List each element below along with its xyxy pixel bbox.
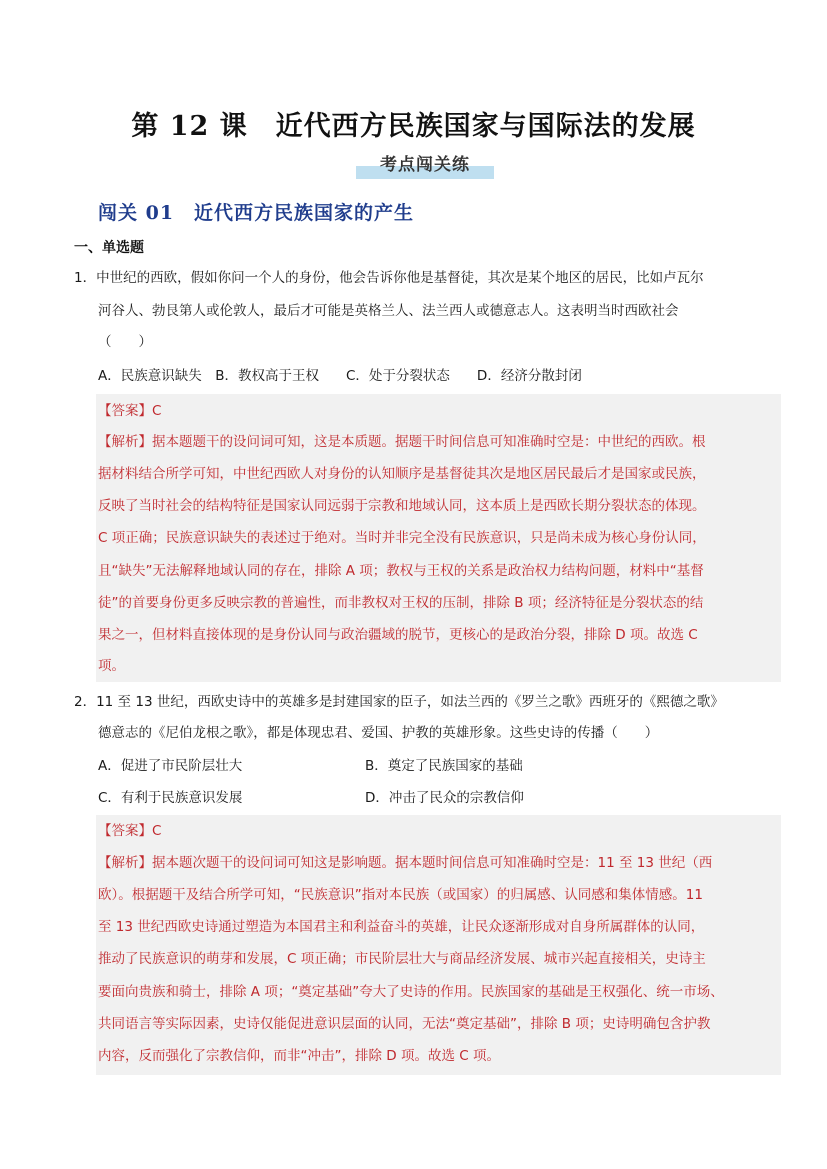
q2-analysis-line-2: 欧）。根据题干及结合所学可知，“民族意识”指对本民族（或国家）的归属感、认同感和集体情感。11	[98, 887, 703, 903]
q2-option-a: A．促进了市民阶层壮大	[98, 758, 243, 774]
part-heading: 一、单选题	[74, 240, 144, 256]
q1-analysis-line-2: 据材料结合所学可知，中世纪西欧人对身份的认知顺序是基督徒其次是地区居民最后才是国家或民族，	[98, 466, 706, 482]
lesson-title: 第 12 课 近代西方民族国家与国际法的发展	[131, 111, 696, 142]
q1-analysis-line-7: 果之一，但材料直接体现的是身份认同与政治疆域的脱节，更核心的是政治分裂，排除 D 项。故选 C	[98, 627, 698, 643]
q2-analysis-line-1: 【解析】据本题次题干的设问词可知这是影响题。据本题时间信息可知准确时空是：11 至 13 世纪（西	[98, 855, 713, 871]
q2-analysis-line-5: 要面向贵族和骑士，排除 A 项；“奠定基础”夸大了史诗的作用。民族国家的基础是王权强化、统一市场、	[98, 984, 724, 1000]
q1-stem-line-3: （ ）	[98, 334, 152, 350]
q2-option-d: D．冲击了民众的宗教信仰	[365, 790, 524, 806]
q2-analysis-line-7: 内容，反而强化了宗教信仰，而非“冲击”，排除 D 项。故选 C 项。	[98, 1048, 500, 1064]
q2-answer: 【答案】C	[98, 823, 162, 839]
q1-analysis-line-5: 且“缺失”无法解释地域认同的存在，排除 A 项；教权与王权的关系是政治权力结构问题，材料中“基督	[98, 563, 704, 579]
q2-analysis-line-3: 至 13 世纪西欧史诗通过塑造为本国君主和利益奋斗的英雄，让民众逐渐形成对自身所属群体的认同，	[98, 919, 705, 935]
q1-options: A．民族意识缺失 B．教权高于王权 C．处于分裂状态 D．经济分散封闭	[98, 368, 582, 384]
q1-analysis-line-8: 项。	[98, 658, 125, 674]
q1-stem-line-2: 河谷人、勃艮第人或伦敦人，最后才可能是英格兰人、法兰西人或德意志人。这表明当时西欧社会	[98, 303, 679, 319]
section-heading: 闯关 01 近代西方民族国家的产生	[98, 202, 415, 224]
q1-analysis-line-4: C 项正确；民族意识缺失的表述过于绝对。当时并非完全没有民族意识，只是尚未成为核心身份认同，	[98, 530, 706, 546]
q2-stem-line-2: 德意志的《尼伯龙根之歌》，都是体现忠君、爱国、护教的英雄形象。这些史诗的传播（ ）	[98, 725, 659, 741]
q2-stem-line-1: 2．11 至 13 世纪，西欧史诗中的英雄多是封建国家的臣子，如法兰西的《罗兰之歌》西班牙的《熙德之歌》	[74, 694, 724, 710]
q1-analysis-line-1: 【解析】据本题题干的设问词可知，这是本质题。据题干时间信息可知准确时空是：中世纪的西欧。根	[98, 434, 706, 450]
q2-analysis-line-4: 推动了民族意识的萌芽和发展，C 项正确；市民阶层壮大与商品经济发展、城市兴起直接相关，史诗主	[98, 951, 706, 967]
q1-analysis-line-6: 徒”的首要身份更多反映宗教的普遍性，而非教权对王权的压制，排除 B 项；经济特征是分裂状态的结	[98, 595, 704, 611]
q1-analysis-line-3: 反映了当时社会的结构特征是国家认同远弱于宗教和地域认同，这本质上是西欧长期分裂状态的体现。	[98, 498, 706, 514]
subtitle-badge	[356, 148, 494, 180]
q2-option-c: C．有利于民族意识发展	[98, 790, 243, 806]
q1-answer: 【答案】C	[98, 403, 162, 419]
subtitle-text: 考点闯关练	[380, 155, 470, 175]
q2-analysis-line-6: 共同语言等实际因素，史诗仅能促进意识层面的认同，无法“奠定基础”，排除 B 项；史诗明确包含护教	[98, 1016, 711, 1032]
q2-option-b: B．奠定了民族国家的基础	[365, 758, 523, 774]
q1-stem-line-1: 1．中世纪的西欧，假如你问一个人的身份，他会告诉你他是基督徒，其次是某个地区的居民，比如卢瓦尔	[74, 270, 704, 286]
